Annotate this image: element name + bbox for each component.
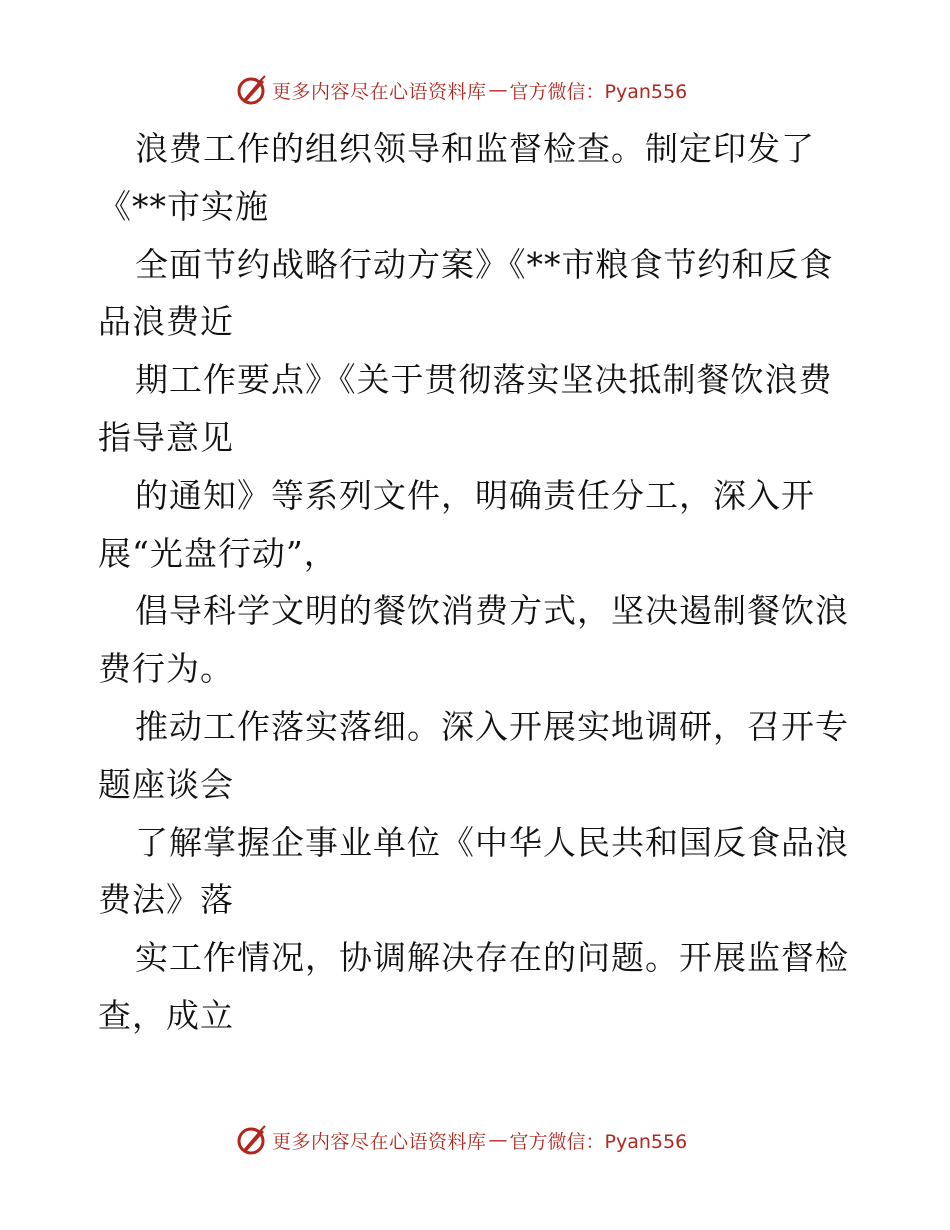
text-line: 展“光盘行动”， xyxy=(98,533,338,573)
quill-logo-icon xyxy=(234,73,268,107)
text-line: 《**市实施 xyxy=(98,186,269,226)
banner-wechat: 官方微信：Pyan556 xyxy=(509,1130,688,1153)
banner-title: 更多内容尽在心语资料库 xyxy=(272,80,487,103)
text-line: 查，成立 xyxy=(98,995,234,1035)
text-line: 的通知》等系列文件，明确责任分工，深入开 xyxy=(135,475,815,515)
document-body xyxy=(98,120,868,1045)
text-line: 品浪费近 xyxy=(98,302,234,342)
text-line: 指导意见 xyxy=(98,417,234,457)
text-line: 期工作要点》《关于贯彻落实坚决抵制餐饮浪费 xyxy=(135,360,833,400)
text-line: 了解掌握企事业单位《中华人民共和国反食品浪 xyxy=(135,822,849,862)
text-line: 推动工作落实落细。深入开展实地调研，召开专 xyxy=(135,706,849,746)
text-line: 倡导科学文明的餐饮消费方式，坚决遏制餐饮浪 xyxy=(135,591,849,631)
banner-separator: — xyxy=(488,79,508,101)
text-line: 实工作情况，协调解决存在的问题。开展监督检 xyxy=(135,938,849,978)
banner-wechat: 官方微信：Pyan556 xyxy=(509,80,688,103)
quill-logo-icon xyxy=(234,1123,268,1157)
text-line: 费行为。 xyxy=(98,649,234,689)
text-line: 浪费工作的组织领导和监督检查。制定印发了 xyxy=(135,129,815,168)
text-line: 题座谈会 xyxy=(98,764,234,804)
banner-title: 更多内容尽在心语资料库 xyxy=(272,1130,487,1153)
footer-banner xyxy=(234,1122,687,1158)
text-line: 全面节约战略行动方案》《**市粮食节约和反食 xyxy=(135,244,834,284)
banner-separator: — xyxy=(488,1129,508,1151)
text-line: 费法》落 xyxy=(98,880,234,920)
header-banner xyxy=(234,72,687,108)
